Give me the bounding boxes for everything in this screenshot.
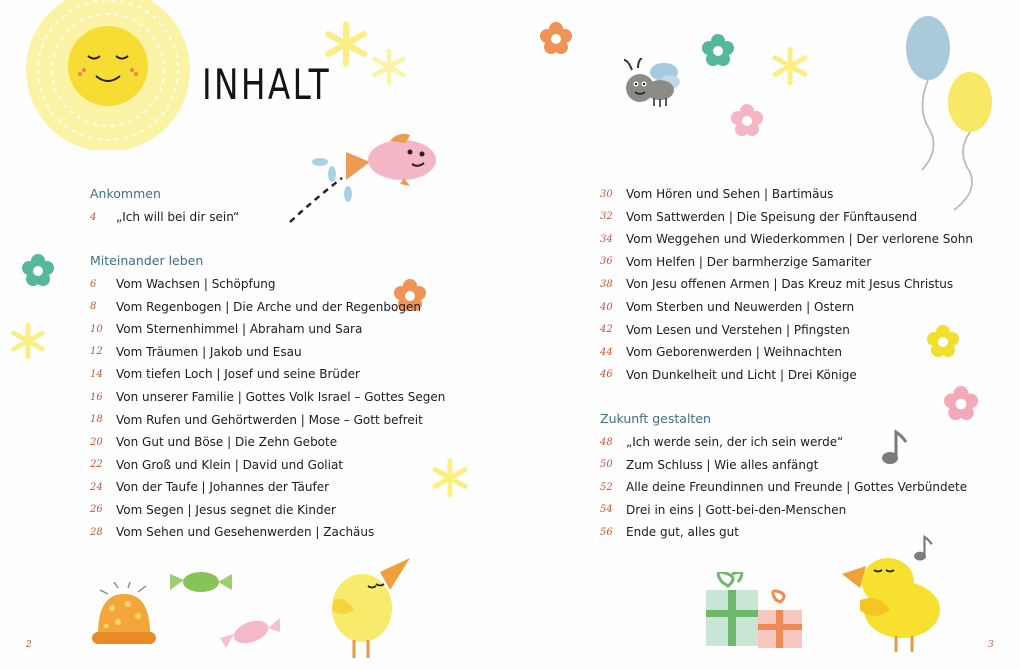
- toc-entry-title: „Ich will bei dir sein“: [116, 210, 240, 225]
- toc-entry-title: Von der Taufe | Johannes der Täufer: [116, 480, 330, 495]
- toc-page-number: 42: [600, 324, 613, 336]
- toc-list-continued: [600, 183, 973, 386]
- toc-page-number: 54: [600, 504, 613, 516]
- toc-entry-title: Ende gut, alles gut: [626, 525, 739, 540]
- toc-entry-title: Vom Geborenwerden | Weihnachten: [626, 345, 842, 360]
- asterisk-flower-icon: [9, 322, 47, 360]
- section-heading-zukunft-gestalten: Zukunft gestalten: [600, 411, 711, 426]
- toc-entry-title: Vom Sternenhimmel | Abraham und Sara: [116, 322, 363, 337]
- toc-entry-title: Vom Sterben und Neuwerden | Ostern: [626, 300, 855, 314]
- flower-icon: [944, 386, 978, 420]
- toc-page-number: 26: [90, 504, 103, 516]
- cake-illustration: [88, 582, 160, 650]
- toc-page-number: 18: [90, 414, 103, 426]
- toc-page-number: 38: [600, 278, 613, 290]
- toc-page-number: 34: [600, 233, 613, 245]
- toc-entry[interactable]: [90, 431, 445, 454]
- toc-entry[interactable]: [90, 363, 445, 386]
- toc-entry-title: Zum Schluss | Wie alles anfängt: [626, 457, 819, 472]
- toc-entry-title: Von unserer Familie | Gottes Volk Israel – Gottes Segen: [116, 390, 446, 404]
- toc-entry[interactable]: [600, 476, 967, 499]
- toc-entry-title: Vom Hören und Sehen | Bartimäus: [626, 187, 834, 202]
- toc-entry-title: Vom Helfen | Der barmherzige Samariter: [626, 254, 872, 269]
- flower-icon: [731, 104, 763, 136]
- candy-illustration: [168, 564, 234, 600]
- toc-entry[interactable]: [90, 296, 445, 319]
- toc-page-number: 28: [90, 526, 103, 538]
- toc-entry-title: Vom Regenbogen | Die Arche und der Regenbogen: [116, 299, 421, 314]
- toc-list-zukunft-gestalten: [600, 431, 967, 544]
- fish-illustration: [286, 128, 441, 228]
- toc-entry[interactable]: [90, 206, 239, 229]
- flower-icon: [22, 254, 54, 286]
- toc-entry[interactable]: [600, 499, 967, 522]
- toc-page-number: 46: [600, 369, 613, 381]
- asterisk-flower-icon: [370, 48, 408, 86]
- toc-entry-title: Von Gut und Böse | Die Zehn Gebote: [116, 435, 338, 450]
- flower-icon: [540, 22, 572, 54]
- page-number-left: 2: [26, 640, 32, 650]
- toc-entry[interactable]: [600, 454, 967, 477]
- toc-page-number: 4: [90, 211, 97, 223]
- toc-entry-title: Alle deine Freundinnen und Freunde | Gottes Verbündete: [626, 480, 968, 495]
- page-number-right: 3: [988, 640, 994, 650]
- toc-page-number: 56: [600, 526, 613, 538]
- toc-entry[interactable]: [600, 183, 973, 206]
- page-title: INHALT: [202, 60, 332, 109]
- toc-page-number: 6: [90, 278, 97, 290]
- toc-entry[interactable]: [600, 251, 973, 274]
- toc-entry[interactable]: [600, 521, 967, 544]
- toc-entry-title: „Ich werde sein, der ich sein werde“: [626, 435, 844, 450]
- toc-page-number: 20: [90, 436, 103, 448]
- gift-illustration: [698, 572, 808, 652]
- toc-page-number: 52: [600, 481, 613, 493]
- toc-entry[interactable]: [90, 498, 445, 521]
- toc-page-number: 40: [600, 301, 613, 313]
- toc-entry-title: Von Groß und Klein | David und Goliat: [116, 457, 344, 472]
- toc-entry[interactable]: [600, 341, 973, 364]
- toc-page-number: 16: [90, 391, 103, 403]
- toc-entry-title: Vom Rufen und Gehörtwerden | Mose – Gott befreit: [116, 412, 423, 427]
- toc-list-ankommen: [90, 206, 239, 229]
- toc-page-number: 24: [90, 481, 103, 493]
- toc-entry[interactable]: [90, 476, 445, 499]
- toc-page-number: 44: [600, 346, 613, 358]
- toc-entry-title: Vom Wachsen | Schöpfung: [116, 277, 276, 292]
- candy-illustration: [218, 612, 284, 652]
- toc-entry[interactable]: [90, 521, 445, 544]
- toc-entry-title: Vom Lesen und Verstehen | Pfingsten: [626, 322, 850, 337]
- toc-entry[interactable]: [600, 206, 973, 229]
- toc-page-number: 30: [600, 188, 613, 200]
- toc-entry[interactable]: [600, 228, 973, 251]
- toc-entry[interactable]: [90, 341, 445, 364]
- toc-entry-title: Vom Sattwerden | Die Speisung der Fünftausend: [626, 209, 918, 224]
- toc-entry-title: Vom Segen | Jesus segnet die Kinder: [116, 502, 336, 517]
- toc-entry-title: Von Dunkelheit und Licht | Drei Könige: [626, 367, 857, 382]
- toc-entry-title: Von Jesu offenen Armen | Das Kreuz mit Jesus Christus: [626, 277, 954, 292]
- toc-page-number: 8: [90, 301, 97, 313]
- toc-page-number: 50: [600, 459, 613, 471]
- toc-entry[interactable]: [90, 453, 445, 476]
- toc-entry-title: Vom Sehen und Gesehenwerden | Zachäus: [116, 525, 375, 540]
- toc-entry-title: Vom tiefen Loch | Josef und seine Brüder: [116, 367, 360, 382]
- toc-entry[interactable]: [90, 318, 445, 341]
- toc-page-number: 12: [90, 346, 103, 358]
- chick-illustration: [840, 548, 950, 654]
- toc-entry[interactable]: [600, 273, 973, 296]
- sun-illustration: [22, 0, 192, 150]
- asterisk-flower-icon: [770, 46, 810, 86]
- toc-entry[interactable]: [600, 363, 973, 386]
- toc-entry[interactable]: [600, 318, 973, 341]
- toc-entry[interactable]: [600, 431, 967, 454]
- toc-page-number: 22: [90, 459, 103, 471]
- toc-entry-title: Vom Träumen | Jakob und Esau: [116, 344, 302, 359]
- toc-page-number: 10: [90, 323, 103, 335]
- toc-page-number: 48: [600, 436, 613, 448]
- section-heading-miteinander-leben: Miteinander leben: [90, 253, 204, 268]
- balloons-illustration: [900, 12, 1000, 212]
- bird-illustration: [318, 556, 414, 660]
- toc-entry-title: Vom Weggehen und Wiederkommen | Der verlorene Sohn: [626, 232, 973, 247]
- section-heading-ankommen: Ankommen: [90, 186, 161, 201]
- toc-page-number: 14: [90, 368, 103, 380]
- toc-entry-title: Drei in eins | Gott-bei-den-Menschen: [626, 502, 847, 517]
- toc-page-number: 32: [600, 211, 613, 223]
- toc-list-miteinander-leben: [90, 273, 445, 544]
- toc-entry[interactable]: [90, 408, 445, 431]
- toc-entry[interactable]: [600, 296, 973, 319]
- toc-entry[interactable]: [90, 386, 445, 409]
- flower-icon: [702, 34, 734, 66]
- toc-page-number: 36: [600, 256, 613, 268]
- bee-illustration: [618, 58, 684, 110]
- toc-entry[interactable]: [90, 273, 445, 296]
